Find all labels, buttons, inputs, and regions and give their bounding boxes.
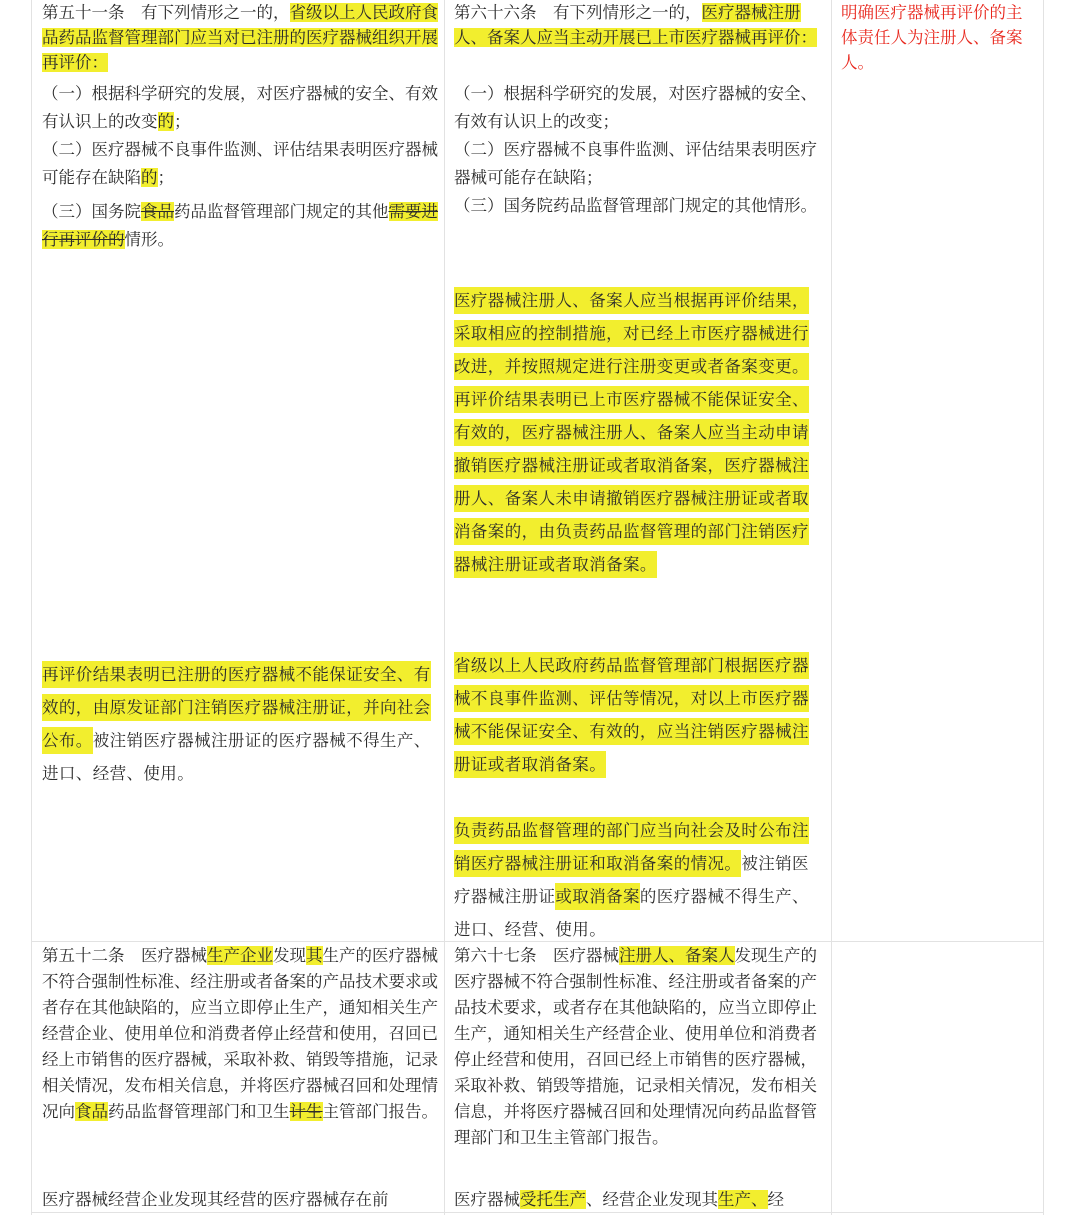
article66-item-1: （一）根据科学研究的发展，对医疗器械的安全、有效有认识上的改变； [454, 84, 817, 131]
table-border-left [31, 0, 32, 1215]
article51-subject-highlight: 省级以上人民政府食品药品监督管理部门应当对已注册的医疗器械组织开展再评价： [42, 3, 438, 72]
article67-paragraph-1: 第六十七条 医疗器械注册人、备案人发现生产的医疗器械不符合强制性标准、经注册或者备案的产品技术要求，或者存在其他缺陷的，应当立即停止生产，通知相关生产经营企业、使用单位和消费者停止经营和使用，召回已经上市销售的医疗器械，采取补救、销毁等措施，记录相关情况，发布相关信息，并将医疗器械召回和处理情况向药品监督管理部门和卫生主管部门报告。 [454, 946, 817, 1147]
article66-subject-highlight: 医疗器械注册人、备案人应当主动开展已上市医疗器械再评价： [454, 3, 817, 47]
article66-items [454, 80, 831, 220]
article51-paragraph-2: 再评价结果表明已注册的医疗器械不能保证安全、有效的，由原发证部门注销医疗器械注册证，并向社会公布。被注销医疗器械注册证的医疗器械不得生产、进口、经营、使用。 [42, 658, 442, 790]
article51-item-1: （一）根据科学研究的发展，对医疗器械的安全、有效有认识上的改变的； [42, 84, 438, 131]
table-border-right [1043, 0, 1044, 1215]
article51-item-2: （二）医疗器械不良事件监测、评估结果表明医疗器械可能存在缺陷的； [42, 140, 438, 187]
revaluation-note: 明确医疗器械再评价的主体责任人为注册人、备案人。 [841, 3, 1023, 72]
article66-item-2: （二）医疗器械不良事件监测、评估结果表明医疗器械可能存在缺陷； [454, 140, 817, 187]
article51-items [42, 80, 442, 254]
article66-header [454, 0, 831, 50]
comparison-table [31, 0, 1044, 1215]
article66-paragraph-4: 负责药品监督管理的部门应当向社会及时公布注销医疗器械注册证和取消备案的情况。被注销医疗器械注册证或取消备案的医疗器械不得生产、进口、经营、使用。 [454, 814, 822, 946]
article66-title: 第六十六条 有下列情形之一的， [454, 3, 702, 22]
article51-item-3: （三）国务院食品药品监督管理部门规定的其他需要进行再评价的情形。 [42, 202, 438, 249]
article51-header [42, 0, 442, 75]
article66-paragraph-3: 省级以上人民政府药品监督管理部门根据医疗器械不良事件监测、评估等情况，对以上市医疗器械不能保证安全、有效的，应当注销医疗器械注册证或者取消备案。 [454, 649, 822, 781]
article66-item-3: （三）国务院药品监督管理部门规定的其他情形。 [454, 196, 817, 215]
article51-title: 第五十一条 有下列情形之一的， [42, 3, 290, 22]
article67-paragraph-2: 医疗器械受托生产、经营企业发现其生产、经 [454, 1190, 784, 1209]
article52-paragraph-1: 第五十二条 医疗器械生产企业发现其生产的医疗器械不符合强制性标准、经注册或者备案的产品技术要求或者存在其他缺陷的，应当立即停止生产，通知相关生产经营企业、使用单位和消费者停止经营和使用，召回已经上市销售的医疗器械，采取补救、销毁等措施，记录相关情况，发布相关信息，并将医疗器械召回和处理情况向食品药品监督管理部门和卫生计生主管部门报告。 [42, 946, 438, 1121]
article52-paragraph-2: 医疗器械经营企业发现其经营的医疗器械存在前 [42, 1190, 389, 1209]
article66-paragraph-2: 医疗器械注册人、备案人应当根据再评价结果，采取相应的控制措施，对已经上市医疗器械进行改进，并按照规定进行注册变更或者备案变更。再评价结果表明已上市医疗器械不能保证安全、有效的，医疗器械注册人、备案人应当主动申请撤销医疗器械注册证或者取消备案，医疗器械注册人、备案人未申请撤销医疗器械注册证或者取消备案的，由负责药品监督管理的部门注销医疗器械注册证或者取消备案。 [454, 284, 822, 581]
column-divider [831, 0, 832, 1215]
column-divider [444, 0, 445, 1215]
